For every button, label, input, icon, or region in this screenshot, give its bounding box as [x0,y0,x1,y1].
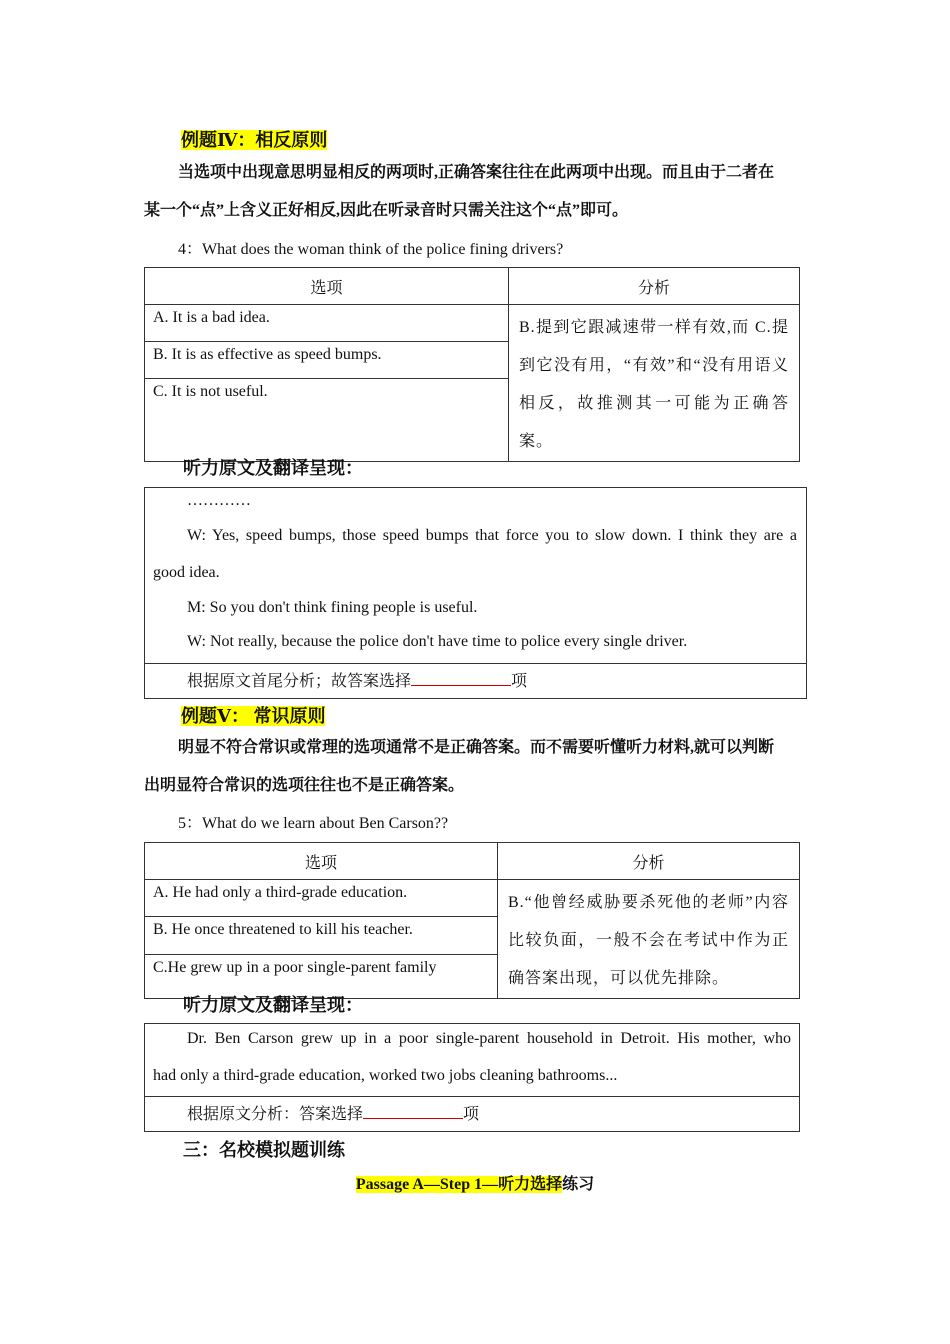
transcript-line-1b: had only a third-grade education, worked two jobs cleaning bathrooms... [153,1067,618,1084]
example-4-transcript-box [144,487,807,699]
answer-suffix: 项 [463,1106,480,1123]
example-5-question: 5：What do we learn about Ben Carson?? [178,815,449,832]
analysis-column-header: 分析 [509,268,800,305]
example-5-transcript-heading: 听力原文及翻译呈现： [183,995,363,1015]
transcript-divider [145,663,806,664]
analysis-column-header: 分析 [498,843,800,880]
passage-a-title-rest: 练习 [562,1176,595,1193]
options-column-header: 选项 [145,843,498,880]
transcript-line-2: M: So you don't think fining people is useful. [187,599,478,616]
example-4-transcript-heading: 听力原文及翻译呈现： [183,458,363,478]
analysis-cell: B.“他曾经威胁要杀死他的老师”内容比较负面，一般不会在考试中作为正确答案出现，可以优先排除。 [498,880,800,999]
example-5-heading [181,702,325,728]
option-a: A. He had only a third-grade education. [145,880,498,917]
answer-prefix: 根据原文首尾分析；故答案选择 [187,673,412,690]
example-4-heading [181,126,327,152]
option-c: C. It is not useful. [145,378,509,461]
example-5-answer-line [187,1101,479,1124]
example-4-answer-line [187,668,527,691]
example-4-heading-text: 例题Ⅳ：相反原则 [181,130,328,150]
example-4-table [144,267,800,462]
example-5-description-line2: 出明显符合常识的选项往往也不是正确答案。 [144,777,465,794]
example-4-question: 4：What does the woman think of the police fining drivers? [178,241,564,258]
answer-suffix: 项 [511,673,528,690]
transcript-line-1a: W: Yes, speed bumps, those speed bumps that force you to slow down. I think they are a [187,527,797,544]
example-5-transcript-box [144,1023,800,1132]
example-4-description-line2: 某一个“点”上含义正好相反,因此在听录音时只需关注这个“点”即可。 [144,202,629,219]
transcript-line-3: W: Not really, because the police don't have time to police every single driver. [187,633,688,650]
answer-blank[interactable] [363,1104,463,1119]
option-b: B. He once threatened to kill his teacher. [145,917,498,954]
option-b: B. It is as effective as speed bumps. [145,341,509,378]
example-5-description-line1: 明显不符合常识或常理的选项通常不是正确答案。而不需要听懂听力材料,就可以判断 [178,739,775,756]
option-a: A. It is a bad idea. [145,305,509,342]
option-c: C.He grew up in a poor single-parent family [145,954,498,998]
transcript-divider [145,1096,799,1097]
passage-a-title [0,1171,950,1194]
example-5-heading-text: 例题Ⅴ： 常识原则 [181,706,326,726]
options-column-header: 选项 [145,268,509,305]
example-5-table [144,842,800,999]
analysis-cell: B.提到它跟减速带一样有效,而 C.提到它没有用，“有效”和“没有用语义相反，故推测其一可能为正确答案。 [509,305,800,462]
answer-blank[interactable] [411,671,511,686]
transcript-line-1a: Dr. Ben Carson grew up in a poor single-parent household in Detroit. His mother, who [187,1030,791,1047]
transcript-line-1b: good idea. [153,564,220,581]
example-4-description-line1: 当选项中出现意思明显相反的两项时,正确答案往往在此两项中出现。而且由于二者在 [178,164,775,181]
passage-a-title-highlight: Passage A—Step 1—听力选择 [355,1176,563,1193]
transcript-ellipsis: ………… [187,492,251,509]
section-3-heading: 三：名校模拟题训练 [183,1140,345,1160]
answer-prefix: 根据原文分析：答案选择 [187,1106,364,1123]
